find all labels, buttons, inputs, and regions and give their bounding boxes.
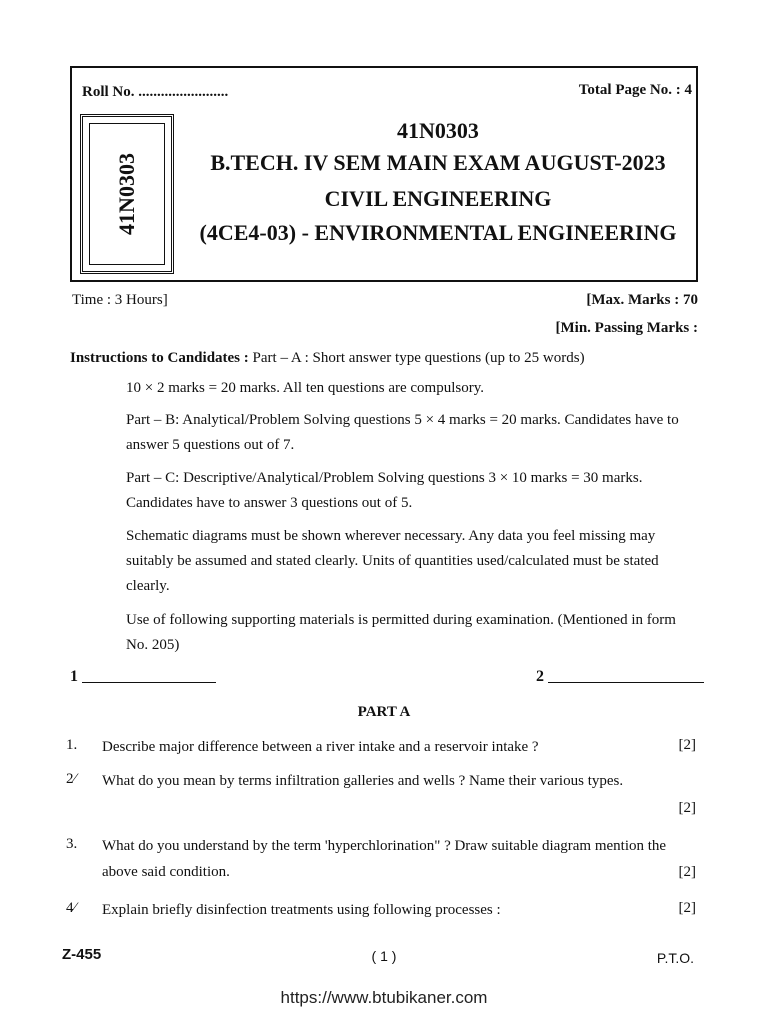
side-paper-code: 41N0303 <box>114 153 139 235</box>
footer-pto: P.T.O. <box>656 950 694 966</box>
part-a-heading: PART A <box>357 704 411 720</box>
question-4-text: Explain briefly disinfection treatments using following processes : <box>102 902 501 918</box>
signature-line-1 <box>70 668 216 686</box>
question-2-marks: [2] <box>678 800 696 816</box>
instructions-part-c: Part – C: Descriptive/Analytical/Problem Solving questions 3 × 10 marks = 30 marks. Candidates have to answer 3 questions out of 5. <box>126 470 643 511</box>
question-1-marks: [2] <box>678 737 696 753</box>
footer-paper-code: Z-455 <box>62 946 102 963</box>
footer-page-number: ( 1 ) <box>371 948 397 964</box>
paper-code: 41N0303 <box>397 118 479 143</box>
signature-1-blank <box>82 668 216 683</box>
question-1-number: 1. <box>66 737 78 753</box>
subject-title: (4CE4-03) - ENVIRONMENTAL ENGINEERING <box>199 220 677 245</box>
question-3-text: What do you understand by the term 'hyperchlorination" ? Draw suitable diagram mention the above said condition. <box>102 838 667 880</box>
roll-no-field <box>82 84 228 101</box>
time-duration: Time : 3 Hours] <box>72 292 168 308</box>
question-2-text: What do you mean by terms infiltration galleries and wells ? Name their various types. <box>102 773 624 789</box>
total-page-label: Total Page No. : 4 <box>578 82 692 98</box>
instructions-heading-line <box>70 350 700 367</box>
instructions-label: Instructions to Candidates : <box>70 350 249 366</box>
signature-1-number: 1 <box>70 668 78 685</box>
instructions-schematic: Schematic diagrams must be shown wherever necessary. Any data you feel missing may suitably be assumed and stated clearly. Units of quantities used/calculated must be stated clearly. <box>126 528 659 594</box>
question-2-number: 2⁄ <box>66 771 77 787</box>
exam-title: B.TECH. IV SEM MAIN EXAM AUGUST-2023 <box>210 150 666 175</box>
total-page-count <box>579 82 692 99</box>
signature-2-number: 2 <box>536 668 544 685</box>
instructions-materials: Use of following supporting materials is permitted during examination. (Mentioned in form No. 205) <box>126 612 676 653</box>
instructions-part-b: Part – B: Analytical/Problem Solving questions 5 × 4 marks = 20 marks. Candidates have to answer 5 questions out of 7. <box>126 412 679 453</box>
question-4-number: 4⁄ <box>66 900 77 916</box>
signature-2-blank <box>548 668 704 683</box>
min-passing-marks: [Min. Passing Marks : <box>555 320 698 336</box>
question-3-number: 3. <box>66 836 78 852</box>
side-code-box <box>80 114 174 274</box>
question-1-text: Describe major difference between a river intake and a reservoir intake ? <box>102 739 539 755</box>
instructions-part-a: Part – A : Short answer type questions (up to 25 words) <box>248 350 585 366</box>
branch-title: CIVIL ENGINEERING <box>324 186 552 211</box>
max-marks: [Max. Marks : 70 <box>586 292 698 308</box>
instructions-part-a-continued: 10 × 2 marks = 20 marks. All ten questions are compulsory. <box>126 380 484 396</box>
question-4-marks: [2] <box>678 900 696 916</box>
question-3-marks: [2] <box>678 864 696 880</box>
signature-line-2 <box>536 668 704 686</box>
website-link[interactable]: https://www.btubikaner.com <box>280 988 488 1007</box>
roll-no-label: Roll No. ........................ <box>82 84 229 100</box>
